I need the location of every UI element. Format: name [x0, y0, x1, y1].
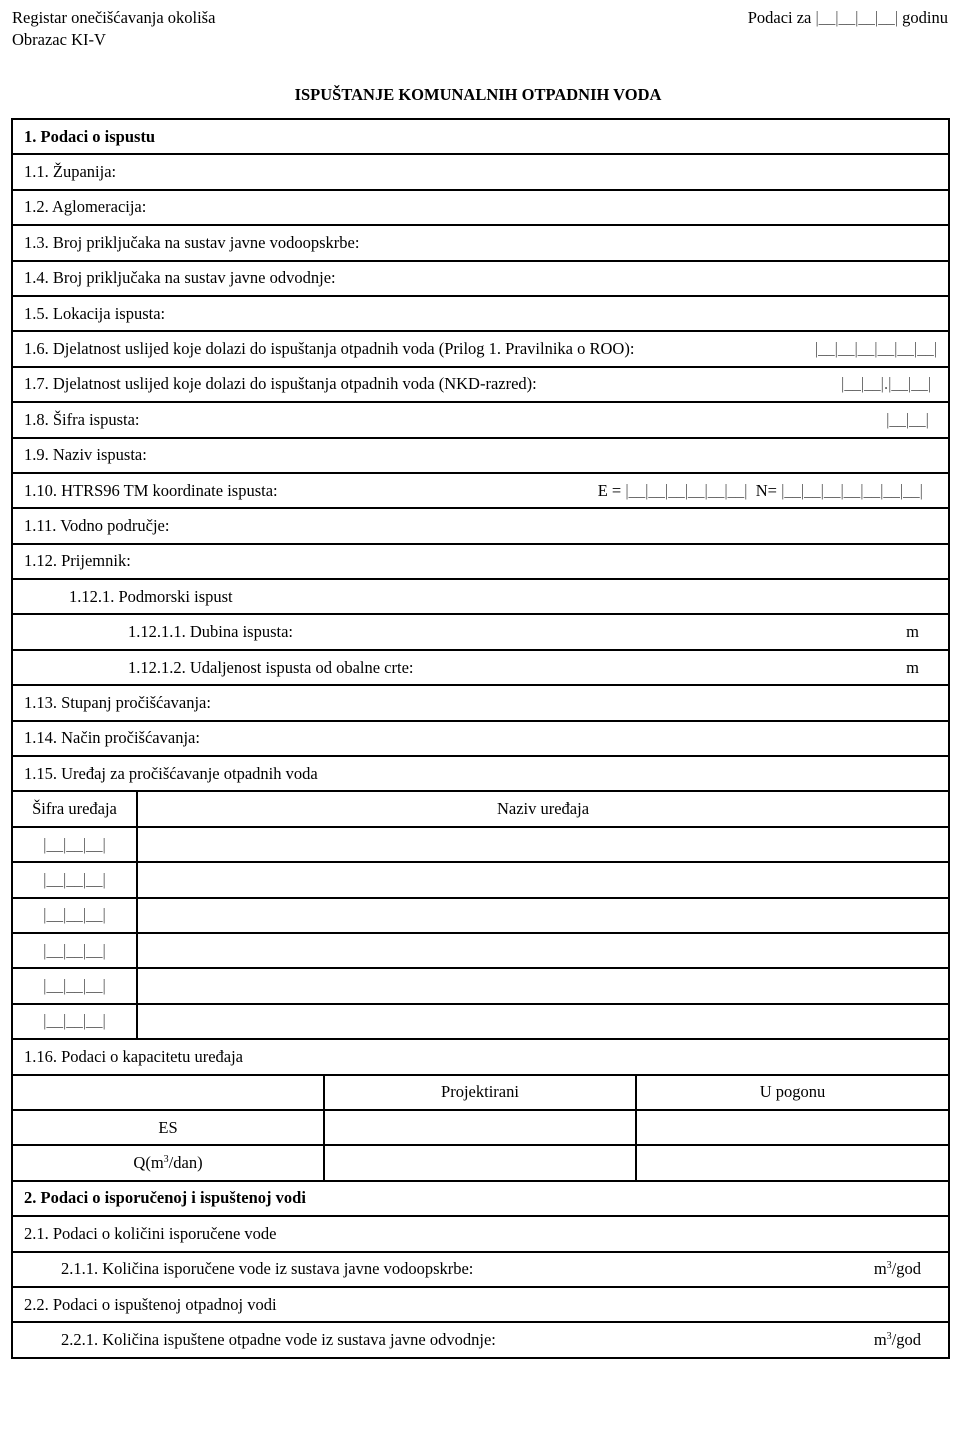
- register-name: Registar onečišćavanja okoliša: [12, 8, 216, 27]
- outfall-distance-label: 1.12.1.2. Udaljenost ispusta od obalne crte:: [128, 657, 414, 677]
- discharge-code-label: 1.8. Šifra ispusta:: [24, 409, 140, 429]
- device-code-input[interactable]: |__|__|__|: [12, 1004, 137, 1039]
- activity-nkd-label: 1.7. Djelatnost uslijed koje dolazi do ispuštanja otpadnih voda (NKD-razred):: [24, 374, 537, 394]
- device-name-input[interactable]: [137, 968, 949, 1003]
- discharged-water-heading: 2.2. Podaci o ispuštenoj otpadnoj vodi: [12, 1287, 949, 1322]
- field-supplied-water-quantity[interactable]: [12, 1252, 949, 1287]
- activity-roo-label: 1.6. Djelatnost uslijed koje dolazi do ispuštanja otpadnih voda (Prilog 1. Pravilnika o ROO):: [24, 339, 635, 359]
- device-row: [12, 898, 949, 933]
- form-header-left: [12, 7, 215, 51]
- devices-header-row: [12, 791, 949, 826]
- field-treatment-method[interactable]: 1.14. Način pročišćavanja:: [12, 721, 949, 756]
- device-code-input[interactable]: |__|__|__|: [12, 862, 137, 897]
- device-name-input[interactable]: [137, 898, 949, 933]
- discharged-water-label: 2.2.1. Količina ispuštene otpadne vode iz sustava javne odvodnje:: [61, 1329, 496, 1349]
- coord-n-label: N=: [755, 480, 777, 500]
- capacity-header-row: [12, 1075, 949, 1110]
- section2-heading: 2. Podaci o isporučenoj i ispuštenoj vodi: [12, 1181, 949, 1216]
- discharged-water-unit: $m^3$/god: [873, 1329, 921, 1349]
- field-activity-roo: [12, 331, 949, 366]
- field-outfall-distance[interactable]: [12, 650, 949, 685]
- outfall-depth-label: 1.12.1.1. Dubina ispusta:: [128, 622, 293, 642]
- field-outfall-depth[interactable]: [12, 614, 949, 649]
- col-device-name: Naziv uređaja: [137, 791, 949, 826]
- device-code-input[interactable]: |__|__|__|: [12, 933, 137, 968]
- discharge-code-input[interactable]: |__|__|: [886, 409, 929, 429]
- field-treatment-device: 1.15. Uređaj za pročišćavanje otpadnih voda: [12, 756, 949, 791]
- form-table: [11, 118, 950, 1359]
- device-row: [12, 827, 949, 862]
- coordinates-label: 1.10. HTRS96 TM koordinate ispusta:: [24, 480, 278, 500]
- es-operating-input[interactable]: [636, 1110, 949, 1145]
- field-receiver[interactable]: 1.12. Prijemnik:: [12, 544, 949, 579]
- field-discharge-location[interactable]: 1.5. Lokacija ispusta:: [12, 296, 949, 331]
- device-name-input[interactable]: [137, 1004, 949, 1039]
- outfall-distance-unit: m: [906, 657, 919, 677]
- field-discharge-name[interactable]: 1.9. Naziv ispusta:: [12, 438, 949, 473]
- supplied-water-heading: 2.1. Podaci o količini isporučene vode: [12, 1216, 949, 1251]
- outfall-depth-unit: m: [906, 622, 919, 642]
- form-code: Obrazac KI-V: [12, 30, 106, 49]
- field-submarine-outfall: 1.12.1. Podmorski ispust: [12, 579, 949, 614]
- field-discharge-code: [12, 402, 949, 437]
- row-q-label: $Q(m^3/dan)$: [12, 1145, 324, 1180]
- coord-e-label: E =: [597, 480, 622, 500]
- device-row: [12, 862, 949, 897]
- capacity-row-q: [12, 1145, 949, 1180]
- page-title: ISPUŠTANJE KOMUNALNIH OTPADNIH VODA: [294, 85, 662, 104]
- coord-e-input[interactable]: |__|__|__|__|__|__|: [625, 480, 748, 500]
- device-row: [12, 1004, 949, 1039]
- field-water-area[interactable]: 1.11. Vodno područje:: [12, 508, 949, 543]
- year-prefix: Podaci za: [747, 8, 812, 27]
- device-name-input[interactable]: [137, 862, 949, 897]
- device-name-input[interactable]: [137, 827, 949, 862]
- activity-roo-input[interactable]: |__|__|__|__|__|__|: [814, 339, 937, 359]
- row-es-label: ES: [12, 1110, 324, 1145]
- year-input-boxes[interactable]: |__|__|__|__|: [815, 8, 899, 27]
- field-coordinates: [12, 473, 949, 508]
- field-activity-nkd: [12, 367, 949, 402]
- capacity-corner: [12, 1075, 324, 1110]
- q-designed-input[interactable]: [324, 1145, 636, 1180]
- field-treatment-level[interactable]: 1.13. Stupanj pročišćavanja:: [12, 685, 949, 720]
- device-code-input[interactable]: |__|__|__|: [12, 898, 137, 933]
- field-sewer-connections[interactable]: 1.4. Broj priključaka na sustav javne odvodnje:: [12, 261, 949, 296]
- device-name-input[interactable]: [137, 933, 949, 968]
- col-operating: U pogonu: [636, 1075, 949, 1110]
- capacity-row-es: [12, 1110, 949, 1145]
- es-designed-input[interactable]: [324, 1110, 636, 1145]
- device-code-input[interactable]: |__|__|__|: [12, 968, 137, 1003]
- year-suffix: godinu: [902, 8, 948, 27]
- field-water-supply-connections[interactable]: 1.3. Broj priključaka na sustav javne vodoopskrbe:: [12, 225, 949, 260]
- device-code-input[interactable]: |__|__|__|: [12, 827, 137, 862]
- field-discharged-water-quantity[interactable]: [12, 1322, 949, 1357]
- col-device-code: Šifra uređaja: [12, 791, 137, 826]
- device-row: [12, 933, 949, 968]
- supplied-water-label: 2.1.1. Količina isporučene vode iz sustava javne vodoopskrbe:: [61, 1259, 474, 1279]
- field-aglomeracija[interactable]: 1.2. Aglomeracija:: [12, 190, 949, 225]
- q-operating-input[interactable]: [636, 1145, 949, 1180]
- supplied-water-unit: $m^3$/god: [873, 1259, 921, 1279]
- capacity-heading: 1.16. Podaci o kapacitetu uređaja: [12, 1039, 949, 1074]
- section1-heading-row: [12, 119, 949, 154]
- col-designed: Projektirani: [324, 1075, 636, 1110]
- activity-nkd-input[interactable]: |__|__|.|__|__|: [841, 374, 931, 394]
- year-field: [748, 7, 948, 29]
- device-row: [12, 968, 949, 1003]
- field-zupanija[interactable]: 1.1. Županija:: [12, 154, 949, 189]
- section1-heading: 1. Podaci o ispustu: [12, 119, 949, 154]
- coord-n-input[interactable]: |__|__|__|__|__|__|__|: [781, 480, 923, 500]
